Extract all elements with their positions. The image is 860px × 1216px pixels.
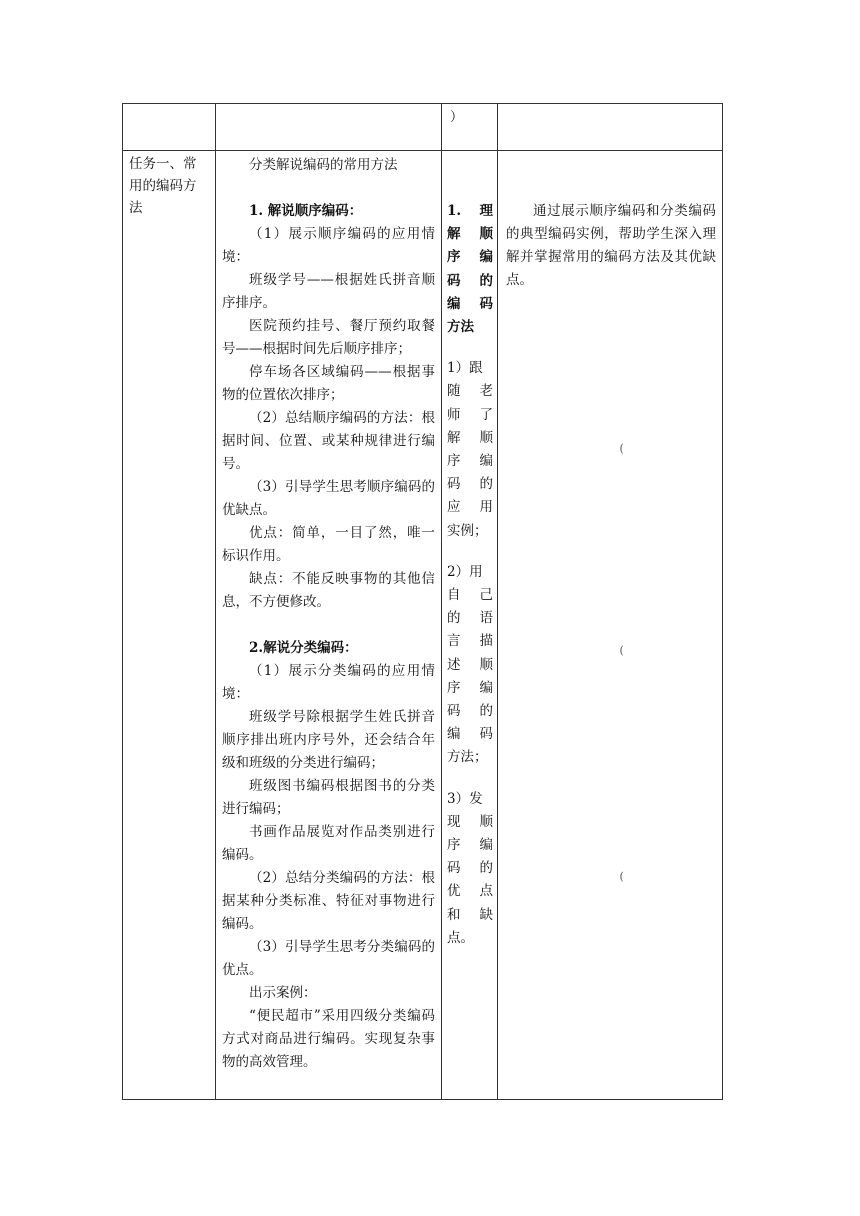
text-line: 师 了 xyxy=(447,406,493,423)
text-line: 点。 xyxy=(447,929,474,946)
student-item-2 xyxy=(447,561,493,770)
table-cell xyxy=(123,104,216,151)
overflow-mark: ( xyxy=(619,643,624,657)
overflow-mark: ( xyxy=(619,869,624,883)
paragraph: （2）总结分类编码的方法：根据某种分类标准、特征对事物进行编码。 xyxy=(222,870,435,932)
section-title: 2.解说分类编码： xyxy=(249,640,358,656)
text-line: 码 的 xyxy=(447,272,493,289)
paragraph: 停车场各区域编码——根据事物的位置依次排序； xyxy=(222,364,435,403)
text-line: 现 顺 xyxy=(447,813,493,830)
text-line: 码 的 xyxy=(447,860,493,877)
text-line: 1. 理 xyxy=(447,203,493,219)
teacher-activity xyxy=(216,151,441,1074)
text-line: 编 码 xyxy=(447,295,493,312)
lesson-plan-table xyxy=(122,103,723,1100)
section-title: 1. 解说顺序编码： xyxy=(249,203,363,219)
teacher-activity-cell xyxy=(216,151,442,1100)
table-row xyxy=(123,104,723,151)
paragraph: 出示案例： xyxy=(249,985,317,1001)
text-line: 实例； xyxy=(447,522,488,539)
text-line: 序 编 xyxy=(447,679,493,696)
text-line: 应 用 xyxy=(447,499,493,516)
table-cell xyxy=(442,104,498,151)
text-line: 2）用 xyxy=(447,563,483,580)
design-intent xyxy=(498,151,722,292)
text-line: 和 缺 xyxy=(447,906,493,923)
text-line: 码 的 xyxy=(447,476,493,493)
design-intent-cell xyxy=(498,151,723,1100)
text-line: 3）发 xyxy=(447,790,483,807)
student-item-3 xyxy=(447,788,493,950)
text-line: 述 顺 xyxy=(447,656,493,673)
text-line: 方法 xyxy=(447,319,474,336)
continued-text: ） xyxy=(450,110,464,125)
paragraph: （1）展示分类编码的应用情境： xyxy=(222,663,435,702)
text-line: 方法； xyxy=(447,749,488,766)
table-cell xyxy=(216,104,442,151)
text-line: 序 编 xyxy=(447,453,493,470)
text-line: 编 码 xyxy=(447,726,493,743)
section-heading: 分类解说编码的常用方法 xyxy=(249,157,398,173)
text-line: 的 语 xyxy=(447,610,493,627)
text-line: 序 编 xyxy=(447,249,493,266)
paragraph: 班级学号——根据姓氏拼音顺序排序。 xyxy=(222,272,435,311)
text-line: 解 顺 xyxy=(447,226,493,243)
text-line: 1）跟 xyxy=(447,360,483,377)
text-line: 码 的 xyxy=(447,703,493,720)
paragraph: 缺点：不能反映事物的其他信息，不方便修改。 xyxy=(222,571,435,610)
paragraph: 班级图书编码根据图书的分类进行编码； xyxy=(222,778,435,817)
text-line: 序 编 xyxy=(447,837,493,854)
paragraph: “便民超市”采用四级分类编码方式对商品进行编码。实现复杂事物的高效管理。 xyxy=(222,1008,435,1070)
overflow-mark: ( xyxy=(619,441,624,455)
task-name: 任务一、常用的编码方法 xyxy=(129,156,197,216)
paragraph: 优点：简单，一目了然，唯一标识作用。 xyxy=(222,525,435,564)
paragraph: 班级学号除根据学生姓氏拼音顺序排出班内序号外，还会结合年级和班级的分类进行编码； xyxy=(222,709,435,771)
table-cell xyxy=(498,104,723,151)
paragraph: 通过展示顺序编码和分类编码的典型编码实例，帮助学生深入理解并掌握常用的编码方法及其优缺点。 xyxy=(506,203,716,288)
table-row xyxy=(123,151,723,1100)
text-line: 自 己 xyxy=(447,587,493,604)
student-title xyxy=(447,200,493,339)
paragraph: （2）总结顺序编码的方法：根据时间、位置、或某种规律进行编号。 xyxy=(222,410,435,472)
text-line: 优 点 xyxy=(447,883,493,900)
text-line: 解 顺 xyxy=(447,429,493,446)
text-line: 随 老 xyxy=(447,383,493,400)
paragraph: （1）展示顺序编码的应用情境： xyxy=(222,226,435,265)
paragraph: 书画作品展览对作品类别进行编码。 xyxy=(222,824,435,863)
text-line: 言 描 xyxy=(447,633,493,650)
paragraph: （3）引导学生思考分类编码的优点。 xyxy=(222,939,435,978)
paragraph: （3）引导学生思考顺序编码的优缺点。 xyxy=(222,479,435,518)
paragraph: 医院预约挂号、餐厅预约取餐号——根据时间先后顺序排序； xyxy=(222,318,435,357)
task-cell xyxy=(123,151,216,1100)
student-item-1 xyxy=(447,357,493,543)
